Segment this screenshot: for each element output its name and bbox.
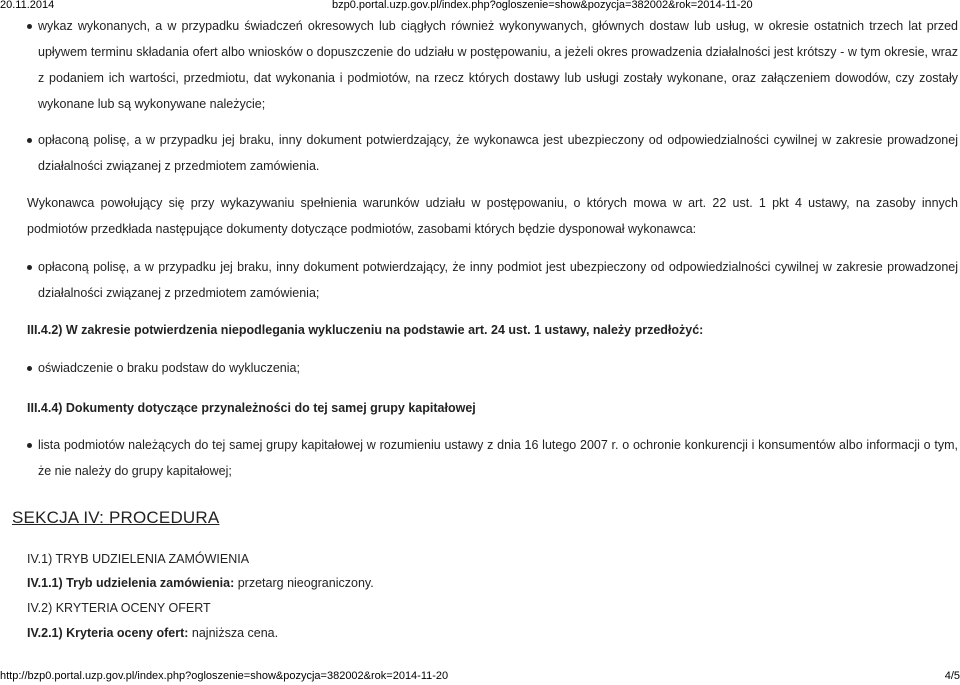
print-footer-url: http://bzp0.portal.uzp.gov.pl/index.php?ogloszenie=show&pozycja=382002&rok=2014-11-20	[0, 670, 449, 682]
page-number: 4/5	[944, 670, 960, 682]
list-item: opłaconą polisę, a w przypadku jej braku, inny dokument potwierdzający, że wykonawca jest ubezpieczony od odpowiedzialności cywilnej w zakresie prowadzonej działalności związanej z przedmiotem zamówienia.	[38, 127, 958, 179]
procedure-mode	[27, 573, 374, 593]
list-item: oświadczenie o braku podstaw do wykluczenia;	[38, 355, 958, 381]
procedure-mode-label: IV.1.1) Tryb udzielenia zamówienia:	[27, 576, 235, 590]
section-heading: III.4.2) W zakresie potwierdzenia niepodlegania wykluczeniu na podstawie art. 24 ust. 1 ustawy, należy przedłożyć:	[27, 323, 704, 337]
criteria-heading: IV.2) KRYTERIA OCENY OFERT	[27, 601, 211, 615]
list-item: opłaconą polisę, a w przypadku jej braku, inny dokument potwierdzający, że inny podmiot jest ubezpieczony od odpowiedzialności cywilnej w zakresie prowadzonej działalności związanej z przedmiotem zamówienia;	[38, 254, 958, 306]
list-item: lista podmiotów należących do tej samej grupy kapitałowej w rozumieniu ustawy z dnia 16 lutego 2007 r. o ochronie konkurencji i konsumentów albo informacji o tym, że nie należy do grupy kapitałowej;	[38, 432, 958, 484]
criteria-value: najniższa cena.	[191, 626, 279, 640]
procedure-mode-value: przetarg nieograniczony.	[237, 576, 374, 590]
procedure-heading: IV.1) TRYB UDZIELENIA ZAMÓWIENIA	[27, 552, 250, 566]
section-heading: III.4.4) Dokumenty dotyczące przynależności do tej samej grupy kapitałowej	[27, 401, 476, 415]
paragraph: Wykonawca powołujący się przy wykazywaniu spełnienia warunków udziału w postępowaniu, o których mowa w art. 22 ust. 1 pkt 4 ustawy, na zasoby innych podmiotów przedkłada następujące dokumenty dotyczące podmiotów, zasobami których będzie dysponował wykonawca:	[27, 196, 958, 236]
section-title: SEKCJA IV: PROCEDURA	[12, 508, 220, 527]
print-date: 20.11.2014	[0, 0, 55, 11]
criteria	[27, 623, 278, 643]
print-header-url: bzp0.portal.uzp.gov.pl/index.php?ogloszenie=show&pozycja=382002&rok=2014-11-20	[332, 0, 753, 11]
list-item: wykaz wykonanych, a w przypadku świadczeń okresowych lub ciągłych również wykonywanych, głównych dostaw lub usług, w okresie ostatnich trzech lat przed upływem terminu składania ofert albo wniosków o dopuszczenie do udziału w postępowaniu, a jeżeli okres prowadzenia działalności jest krótszy - w tym okresie, wraz z podaniem ich wartości, przedmiotu, dat wykonania i podmiotów, na rzecz których dostawy lub usługi zostały wykonane, oraz załączeniem dowodów, czy zostały wykonane lub są wykonywane należycie;	[38, 13, 958, 117]
criteria-label: IV.2.1) Kryteria oceny ofert:	[27, 626, 189, 640]
